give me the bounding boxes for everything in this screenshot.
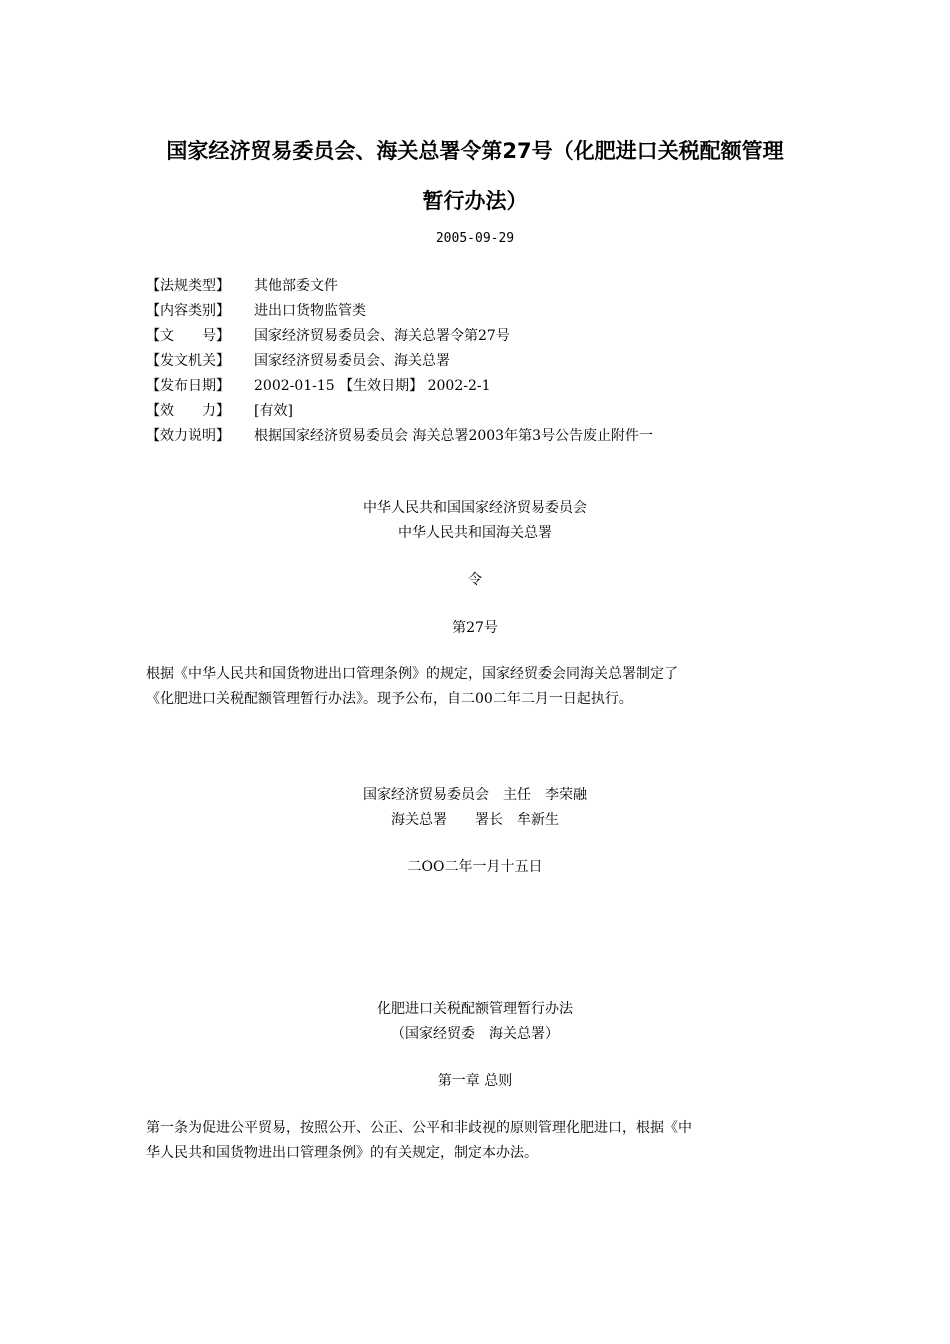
meta-key: 【文 号】 [146,328,230,344]
article-1-line-1: 第一条为促进公平贸易，按照公开、公正、公平和非歧视的原则管理化肥进口，根据《中 [146,1120,692,1136]
article-1-line-2: 华人民共和国货物进出口管理条例》的有关规定，制定本办法。 [146,1145,538,1161]
meta-key: 【内容类别】 [146,303,230,319]
issuer-line-1: 中华人民共和国国家经济贸易委员会 [363,500,587,516]
chapter-heading: 第一章 总则 [437,1073,513,1089]
meta-row-category [146,299,846,324]
publish-date: 2005-09-29 [435,231,515,246]
metadata-block [146,274,846,449]
signature-line-2: 海关总署 署长 牟新生 [391,812,559,828]
meta-row-dates [146,374,846,399]
meta-value: 国家经济贸易委员会、海关总署令第27号 [254,328,510,344]
meta-key: 【发文机关】 [146,353,230,369]
article-1-paragraph [146,1116,806,1166]
meta-key: 【效 力】 [146,403,230,419]
meta-row-issuer [146,349,846,374]
order-word: 令 [468,572,482,588]
signing-date: 二OO二年一月十五日 [407,859,543,875]
meta-key: 【法规类型】 [146,278,230,294]
signature-line-1: 国家经济贸易委员会 主任 李荣融 [363,787,587,803]
order-number: 第27号 [452,620,498,636]
meta-row-validity [146,399,846,424]
measures-subtitle: （国家经贸委 海关总署） [391,1026,559,1042]
meta-row-type [146,274,846,299]
meta-row-validity-note [146,424,846,449]
intro-paragraph [146,662,806,712]
measures-title: 化肥进口关税配额管理暂行办法 [377,1001,573,1017]
document-title-line-2: 暂行办法） [422,189,528,213]
meta-key: 【发布日期】 [146,378,230,394]
meta-row-number [146,324,846,349]
intro-line-1: 根据《中华人民共和国货物进出口管理条例》的规定，国家经贸委会同海关总署制定了 [146,666,678,682]
meta-value: [有效] [254,403,293,419]
meta-value: 其他部委文件 [254,278,338,294]
meta-value: 国家经济贸易委员会、海关总署 [254,353,450,369]
meta-value: 根据国家经济贸易委员会 海关总署2003年第3号公告废止附件一 [254,428,653,444]
issuer-line-2: 中华人民共和国海关总署 [398,525,552,541]
meta-value: 2002-01-15 【生效日期】 2002-2-1 [254,378,491,394]
document-title-line-1: 国家经济贸易委员会、海关总署令第27号（化肥进口关税配额管理 [166,139,784,163]
meta-value: 进出口货物监管类 [254,303,366,319]
intro-line-2: 《化肥进口关税配额管理暂行办法》。现予公布，自二00二年二月一日起执行。 [146,691,633,707]
meta-key: 【效力说明】 [146,428,230,444]
